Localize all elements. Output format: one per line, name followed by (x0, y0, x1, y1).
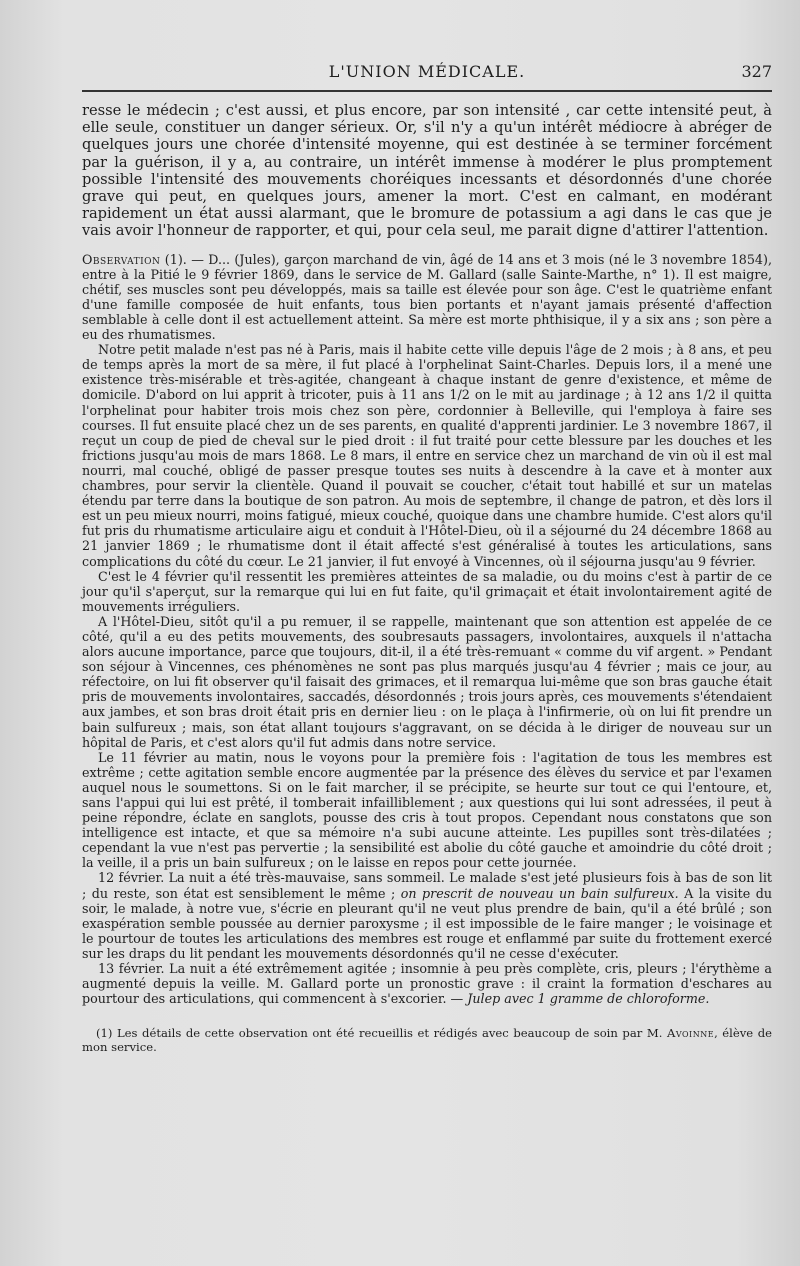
entry-12-feb-b: A la visite du soir, le malade, à notre vue, s'écrie en pleurant qu'il ne veut plus prendre de bain, qu'il a été brûlé ; son exaspération semble poussée au dernier paroxysme ; il est impossible de le faire manger ; le voisinage et le pourtour de toutes les articulations des membres est rouge et enflammé par suite du frottement exercé sur les draps du lit pendant les mouvements désordonnés qu'il ne cesse d'exécuter. (82, 885, 772, 961)
footnote (82, 1026, 772, 1054)
observation-paragraph-7 (82, 961, 772, 1006)
observation-paragraph-3: C'est le 4 février qu'il ressentit les premières atteintes de sa maladie, ou du moins c'est à partir de ce jour qu'il s'aperçut, sur la remarque qui lui en fut faite, qu'il grimaçait et était involontairement agité de mouvements irréguliers. (82, 568, 772, 614)
intro-paragraph: resse le médecin ; c'est aussi, et plus encore, par son intensité , car cette intensité peut, à elle seule, constituer un danger sérieux. Or, s'il n'y a qu'un intérêt médiocre à abréger de quelques jours une chorée d'intensité moyenne, qui est destinée à se terminer forcément par la guérison, il y a, au contraire, un intérêt immense à modérer le plus promptement possible l'intensité des mouvements choréiques incessants et désordonnés d'une chorée grave qui peut, en quelques jours, amener la mort. C'est en calmant, en modérant rapidement un état aussi alarmant, que le bromure de potassium a agi dans le cas que je vais avoir l'honneur de rapporter, et qui, pour cela seul, me parait digne d'attirer l'attention. (82, 102, 772, 240)
observation-paragraph-5: Le 11 février au matin, nous le voyons pour la première fois : l'agitation de tous les membres est extrême ; cette agitation semble encore augmentée par la présence des élèves du service et par l'examen auquel nous le soumettons. Si on le fait marcher, il se précipite, se heurte sur tout ce qui l'entoure, et, sans l'appui qui lui est prêté, il tomberait infailliblement ; aux questions qui lui sont adressées, il peut à peine répondre, éclate en sanglots, pousse des cris à tout propos. Cependant nous constatons que son intelligence est intacte, et que sa mémoire n'a subi aucune atteinte. Les pupilles sont très-dilatées ; cependant la vue n'est pas pervertie ; la sensibilité est abolie du côté gauche et amoindrie du côté droit ; la veille, il a pris un bain sulfureux ; on le laisse en repos pour cette journée. (82, 749, 772, 871)
observation-label: Observation (82, 251, 161, 267)
entry-13-feb-a: 13 février. La nuit a été extrêmement agitée ; insomnie à peu près complète, cris, pleurs ; l'érythème a augmenté depuis la veille. M. Gallard porte un pronostic grave : il craint la formation d'eschares au pourtour des articulations, qui commencent à s'excorier. — (82, 961, 772, 1007)
intro-section (82, 102, 772, 240)
observation-section (82, 252, 772, 1007)
footnote-text-a: (1) Les détails de cette observation ont été recueillis et rédigés avec beaucoup de soin par M. (96, 1026, 663, 1041)
running-title: L'UNION MÉDICALE. (328, 62, 526, 81)
observation-footnote-ref: (1). (164, 251, 187, 267)
observation-paragraph-1 (82, 252, 772, 343)
page-number: 327 (741, 62, 772, 81)
observation-paragraph-2: Notre petit malade n'est pas né à Paris, mais il habite cette ville depuis l'âge de 2 mois ; à 8 ans, et peu de temps après la mort de sa mère, il fut placé à l'orphelinat Saint-Charles. Depuis lors, il a mené une existence très-misérable et très-agitée, changeant à chaque instant de genre d'existence, et même de domicile. D'abord on lui apprit à tricoter, puis à 11 ans 1/2 on le mit au jardinage ; à 12 ans 1/2 il quitta l'orphelinat pour habiter trois mois chez son père, cordonnier à Belleville, qui l'employa à faire ses courses. Il fut ensuite placé chez un de ses parents, en qualité d'apprenti jardinier. Le 3 novembre 1867, il reçut un coup de pied de cheval sur le pied droit : il fut traité pour cette blessure par les douches et les frictions jusqu'au mois de mars 1868. Le 8 mars, il entre en service chez un marchand de vin où il est mal nourri, mal couché, obligé de passer presque toutes ses nuits à descendre à la cave et à monter aux chambres, pour servir la clientèle. Quand il pouvait se coucher, c'était tout habillé et sur un matelas étendu par terre dans la boutique de son patron. Au mois de septembre, il change de patron, et dès lors il est un peu mieux nourri, moins fatigué, mieux couché, quoique dans une chambre humide. C'est alors qu'il fut pris du rhumatisme articulaire aigu et conduit à l'Hôtel-Dieu, où il a séjourné du 24 décembre 1868 au 21 janvier 1869 ; le rhumatisme dont il était affecté s'est généralisé à toutes les articulations, sans complications du côté du cœur. Le 21 janvier, il fut envoyé à Vincennes, où il séjourna jusqu'au 9 février. (82, 342, 772, 569)
observation-paragraph-4: A l'Hôtel-Dieu, sitôt qu'il a pu remuer, il se rappelle, maintenant que son attention est appelée de ce côté, qu'il a eu des petits mouvements, des soubresauts passagers, involontaires, auxquels il n'attacha alors aucune importance, parce que toujours, dit-il, il a été très-remuant « comme du vif argent. » Pendant son séjour à Vincennes, ces phénomènes ne sont pas plus marqués jusqu'au 4 février ; mais ce jour, au réfectoire, on lui fit observer qu'il faisait des grimaces, et il remarqua lui-même que son bras gauche était pris de mouvements involontaires, saccadés, désordonnés ; trois jours après, ces mouvements s'étendaient aux jambes, et son bras droit était pris en dernier lieu : on le plaça à l'infirmerie, où on lui fit prendre un bain sulfureux ; mais, son état allant toujours s'aggravant, on se décida à le diriger de nouveau sur un hôpital de Paris, et c'est alors qu'il fut admis dans notre service. (82, 613, 772, 750)
observation-text-1: — D... (Jules), garçon marchand de vin, âgé de 14 ans et 3 mois (né le 3 novembre 1854), entre à la Pitié le 9 février 1869, dans le service de M. Gallard (salle Sainte-Marthe, n° 1). Il est maigre, chétif, ses muscles sont peu développés, mais sa taille est élevée pour son âge. C'est le quatrième enfant d'une famille composée de huit enfants, tous bien portants et n'ayant jamais présenté d'affection semblable à celle dont il est actuellement atteint. Sa mère est morte phthisique, il y a six ans ; son père a eu des rhumatismes. (82, 251, 772, 343)
page-header (82, 62, 772, 92)
footnote-name: Avoinne (666, 1026, 715, 1041)
entry-12-feb-a: 12 février. La nuit a été très-mauvaise, sans sommeil. Le malade s'est jeté plusieurs fois à bas de son lit ; du reste, son état est sensiblement le même ; (82, 870, 772, 901)
entry-12-feb-prescription: on prescrit de nouveau un bain sulfureux. (400, 885, 679, 901)
entry-13-feb-prescription: Julep avec 1 gramme de chloroforme. (467, 991, 710, 1007)
observation-paragraph-6 (82, 870, 772, 961)
footnote-text-b: , élève de mon service. (82, 1026, 772, 1055)
